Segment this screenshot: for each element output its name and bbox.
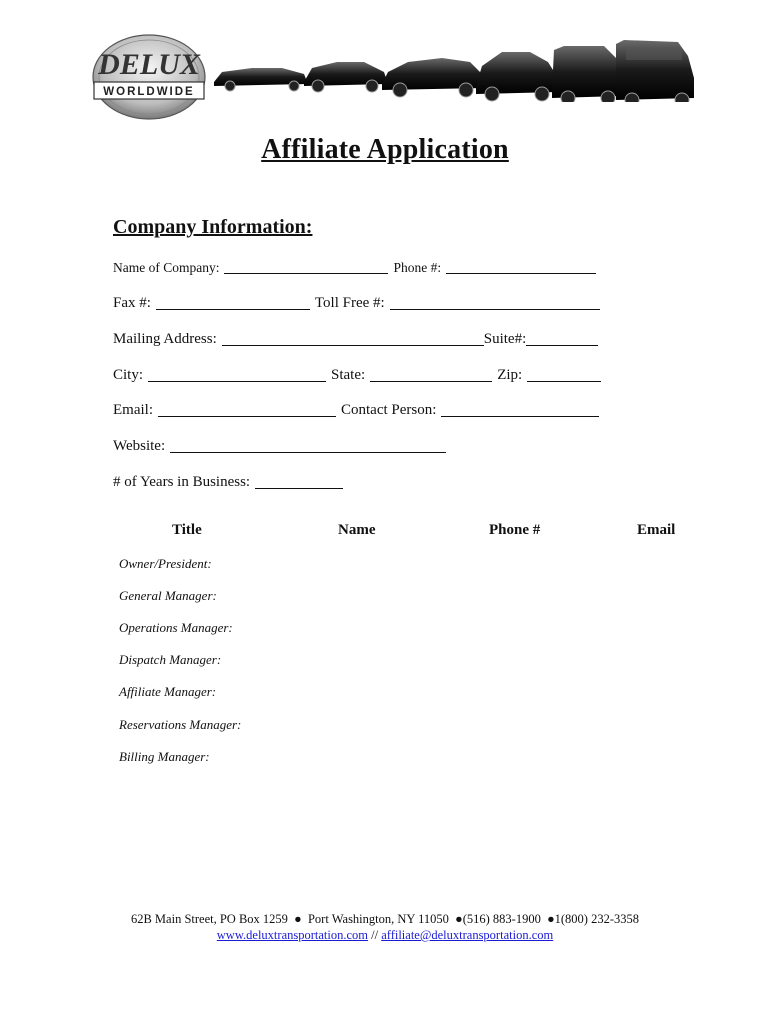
row-city-state-zip: [113, 364, 606, 384]
toll-free-blank[interactable]: [390, 295, 600, 310]
fax-blank[interactable]: [156, 295, 310, 310]
years-in-business-label: # of Years in Business:: [113, 474, 251, 490]
role-operations-manager: Operations Manager:: [119, 620, 233, 635]
email-label: Email:: [113, 402, 153, 418]
role-dispatch-manager: Dispatch Manager:: [119, 652, 222, 667]
state-label: State:: [331, 367, 366, 383]
name-of-company-label: Name of Company:: [113, 260, 220, 275]
footer-bullet-1: ●: [294, 912, 302, 926]
delux-worldwide-logo: [86, 30, 212, 120]
contact-person-label: Contact Person:: [341, 402, 437, 418]
state-blank[interactable]: [370, 367, 492, 382]
suite-blank[interactable]: [526, 331, 598, 346]
city-blank[interactable]: [148, 367, 326, 382]
svg-text:DELUX: DELUX: [98, 48, 200, 81]
row-website: [113, 435, 451, 455]
contact-person-blank[interactable]: [441, 402, 599, 417]
website-blank[interactable]: [170, 438, 446, 453]
website-label: Website:: [113, 438, 166, 454]
role-general-manager: General Manager:: [119, 588, 217, 603]
zip-label: Zip:: [497, 367, 523, 383]
fax-label: Fax #:: [113, 295, 151, 311]
row-fax-tollfree: [113, 292, 605, 312]
footer-tollfree: 1(800) 232-3358: [554, 912, 640, 926]
section-heading: Company Information:: [113, 216, 313, 238]
vehicle-fleet-image: [212, 38, 696, 102]
years-in-business-blank[interactable]: [255, 474, 343, 489]
row-years: [113, 471, 348, 491]
svg-text:WORLDWIDE: WORLDWIDE: [103, 86, 195, 98]
header-title: Title: [172, 522, 202, 538]
header-name: Name: [338, 522, 376, 538]
phone-label: Phone #:: [393, 260, 442, 275]
footer-links-line: [0, 928, 770, 943]
name-of-company-blank[interactable]: [224, 259, 388, 274]
row-email-contact: [113, 399, 604, 419]
suite-label: Suite#:: [483, 331, 527, 347]
city-label: City:: [113, 367, 144, 383]
row-company-phone: [113, 256, 601, 276]
footer-bullet-2: ●: [455, 912, 463, 926]
header-phone: Phone #: [489, 522, 541, 538]
website-link[interactable]: www.deluxtransportation.com: [216, 928, 369, 942]
footer-phone: (516) 883-1900: [462, 912, 541, 926]
role-reservations-manager: Reservations Manager:: [119, 717, 242, 732]
role-affiliate-manager: Affiliate Manager:: [119, 684, 217, 699]
footer-bullet-3: ●: [547, 912, 555, 926]
role-billing-manager: Billing Manager:: [119, 749, 210, 764]
email-link[interactable]: affiliate@deluxtransportation.com: [381, 928, 554, 942]
footer-city: Port Washington, NY 11050: [307, 912, 449, 926]
document-title: Affiliate Application: [261, 134, 509, 165]
row-mailing-suite: [113, 328, 603, 348]
zip-blank[interactable]: [527, 367, 601, 382]
footer-address: 62B Main Street, PO Box 1259: [130, 912, 288, 926]
footer-separator: //: [371, 928, 379, 942]
footer-address-line: [0, 912, 770, 927]
mailing-address-label: Mailing Address:: [113, 331, 217, 347]
mailing-address-blank[interactable]: [222, 331, 484, 346]
email-blank[interactable]: [158, 402, 336, 417]
phone-blank[interactable]: [446, 259, 596, 274]
toll-free-label: Toll Free #:: [314, 295, 385, 311]
role-owner-president: Owner/President:: [119, 556, 212, 571]
header-email: Email: [637, 522, 676, 538]
